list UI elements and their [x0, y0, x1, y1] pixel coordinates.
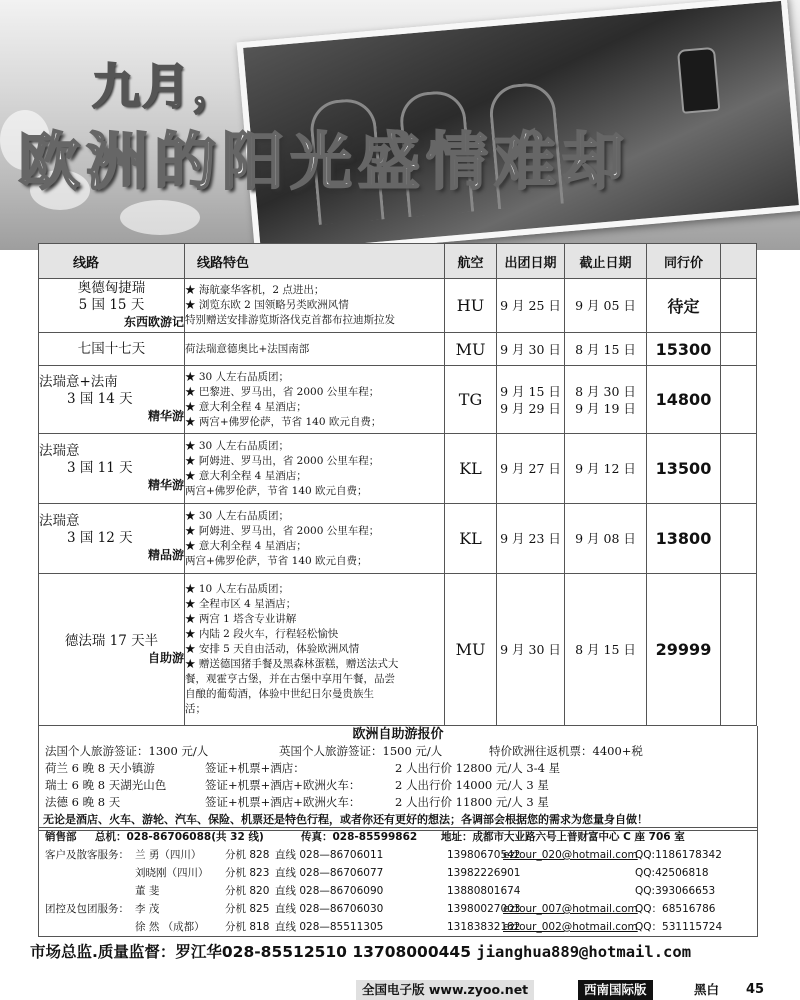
qq-number: QQ:42506818	[635, 867, 709, 879]
blank-cell	[721, 434, 757, 504]
depart-date: 9 月 27 日	[497, 434, 565, 504]
feature-line: 两宫+佛罗伦萨，节省 140 欧元自费；	[185, 554, 368, 567]
route-features	[185, 574, 445, 726]
table-row	[39, 366, 757, 434]
route-line-3: 精华游	[147, 478, 184, 492]
blank-cell	[721, 366, 757, 434]
package-name: 荷兰 6 晚 8 天小镇游	[45, 761, 155, 775]
package-content: 签证+机票+酒店：	[205, 761, 305, 775]
depart-date: 9 月 29 日	[500, 400, 561, 416]
airline-code: KL	[445, 434, 497, 504]
extension: 分机 818	[225, 921, 270, 933]
direct-line: 直线 028—86706030	[275, 903, 384, 915]
depart-date: 9 月 30 日	[497, 333, 565, 366]
service-group: 团控及包团服务：	[45, 903, 129, 915]
headline-main: 欧洲的阳光盛情难却	[18, 125, 631, 198]
main-phone: 总机：028-86706088(共 32 线)	[95, 831, 264, 843]
table-header-row	[39, 244, 757, 279]
contact-name: 兰 勇（四川）	[135, 849, 202, 861]
contact-email[interactable]: eztour_007@hotmail.com	[503, 903, 638, 915]
price: 29999	[647, 574, 721, 726]
direct-line: 直线 028—85511305	[275, 921, 384, 933]
route-line-1: 法瑞意	[39, 513, 80, 529]
direct-line: 直线 028—86706077	[275, 867, 384, 879]
qq-number: QQ:1186178342	[635, 849, 722, 861]
package-row	[39, 794, 757, 811]
route-line-3: 自助游	[147, 650, 184, 665]
airline-code: KL	[445, 504, 497, 574]
route-name	[39, 333, 185, 366]
package-price: 2 人出行价 11800 元/人 3 星	[395, 795, 549, 809]
feature-line: 活；	[185, 703, 206, 715]
table-row	[39, 574, 757, 726]
header-features: 线路特色	[185, 244, 445, 279]
header-blank	[721, 244, 757, 279]
route-name	[39, 366, 185, 434]
route-name	[39, 279, 185, 333]
qq-number: QQ:393066653	[635, 885, 716, 897]
package-name: 法德 6 晚 8 天	[45, 795, 121, 809]
feature-line: ★ 意大利全程 4 星酒店；	[185, 469, 307, 482]
route-line-2: 3 国 11 天	[67, 460, 133, 476]
feature-line: ★ 阿姆进、罗马出，省 2000 公里车程；	[185, 524, 380, 537]
direct-line: 直线 028—86706011	[275, 849, 384, 861]
feature-line: ★ 阿姆进、罗马出，省 2000 公里车程；	[185, 454, 380, 467]
route-name	[39, 434, 185, 504]
contact-row	[39, 882, 757, 900]
sales-label: 销售部	[45, 831, 77, 843]
contact-row	[39, 846, 757, 864]
route-line-1: 法瑞意	[39, 443, 80, 459]
package-content: 签证+机票+酒店+欧洲火车：	[205, 778, 361, 792]
table-row	[39, 434, 757, 504]
direct-line: 直线 028—86706090	[275, 885, 384, 897]
extension: 分机 823	[225, 867, 270, 879]
page-footer	[356, 980, 800, 1000]
feature-line: ★ 海航豪华客机，2 点进出；	[185, 284, 325, 296]
extension: 分机 820	[225, 885, 270, 897]
mobile-number: 13982226901	[447, 867, 521, 879]
blank-cell	[721, 574, 757, 726]
route-line-2: 5 国 15 天	[78, 297, 145, 313]
price: 15300	[647, 333, 721, 366]
feature-line: ★ 30 人左右品质团；	[185, 439, 290, 452]
mobile-number: 13183832182	[447, 921, 521, 933]
airline-code: TG	[445, 366, 497, 434]
route-features	[185, 366, 445, 434]
fax-number: 传真：028-85599862	[301, 831, 418, 843]
contact-row	[39, 864, 757, 882]
contact-row	[39, 900, 757, 918]
supervisor-label: 市场总监.质量监督：罗江华028-85512510 13708000445	[30, 943, 477, 961]
hero-banner	[0, 0, 800, 250]
quality-supervisor-line	[30, 940, 691, 962]
route-features	[185, 333, 445, 366]
contact-directory	[38, 827, 758, 937]
route-name	[39, 574, 185, 726]
contact-name: 刘晓刚（四川）	[135, 867, 209, 879]
route-line-3: 精品游	[147, 548, 184, 562]
supervisor-email[interactable]: jianghua889@hotmail.com	[476, 943, 692, 961]
page-number: 45	[746, 982, 765, 997]
contact-name: 李 茂	[135, 903, 160, 915]
deadline-date: 8 月 15 日	[565, 333, 647, 366]
mobile-number: 13980027003	[447, 903, 521, 915]
feature-line: ★ 两宫 1 塔含专业讲解	[185, 613, 297, 625]
deadline-date: 8 月 30 日	[575, 383, 636, 399]
route-line-3: 精华游	[147, 409, 184, 423]
header-route: 线路	[39, 244, 185, 279]
feature-line: ★ 意大利全程 4 星酒店；	[185, 400, 307, 413]
depart-date: 9 月 15 日	[500, 383, 561, 399]
price: 13800	[647, 504, 721, 574]
depart-dates	[497, 366, 565, 434]
price: 待定	[647, 279, 721, 333]
visa-uk: 英国个人旅游签证：1500 元/人	[279, 744, 443, 758]
footer-site[interactable]: 全国电子版 www.zyoo.net	[356, 980, 534, 1000]
feature-line: 餐，观霍亨古堡，并在古堡中享用午餐，品尝	[185, 673, 395, 685]
header-deadline: 截止日期	[565, 244, 647, 279]
footer-edition: 西南国际版	[578, 980, 653, 1000]
extension: 分机 828	[225, 849, 270, 861]
visa-france: 法国个人旅游签证：1300 元/人	[45, 744, 209, 758]
office-address: 地址：成都市大业路六号上普财富中心 C 座 706 室	[441, 831, 685, 843]
feature-line: 荷法瑞意德奥比+法国南部	[185, 342, 310, 355]
deadline-dates	[565, 366, 647, 434]
self-tour-heading: 欧洲自助游报价	[352, 727, 444, 742]
depart-date: 9 月 23 日	[497, 504, 565, 574]
feature-line: ★ 浏览东欧 2 国领略另类欧洲风情	[185, 299, 349, 311]
feature-line: ★ 内陆 2 段火车，行程轻松愉快	[185, 628, 339, 640]
feature-line: 特别赠送安排游览斯洛伐克首都布拉迪斯拉发	[185, 314, 395, 326]
contact-name: 董 斐	[135, 885, 160, 897]
ticket-price: 特价欧洲往返机票：4400+税	[489, 744, 643, 758]
contact-email[interactable]: eztour_002@hotmail.com	[503, 921, 638, 933]
price: 13500	[647, 434, 721, 504]
route-price-table	[38, 243, 757, 726]
depart-date: 9 月 25 日	[497, 279, 565, 333]
route-line-1: 七国十七天	[77, 340, 146, 357]
route-features	[185, 279, 445, 333]
table-row	[39, 279, 757, 333]
feature-line: 自酿的葡萄酒，体验中世纪日尔曼贵族生	[185, 688, 374, 700]
extension: 分机 825	[225, 903, 270, 915]
header-depart-date: 出团日期	[497, 244, 565, 279]
route-features	[185, 434, 445, 504]
visa-ticket-row	[39, 743, 757, 760]
footer-color-mode: 黑白	[694, 982, 720, 997]
service-group: 客户及散客服务：	[45, 849, 129, 861]
feature-line: ★ 全程市区 4 星酒店；	[185, 598, 297, 610]
package-content: 签证+机票+酒店+欧洲火车：	[205, 795, 361, 809]
header-airline: 航空	[445, 244, 497, 279]
deadline-date: 9 月 19 日	[575, 400, 636, 416]
blank-cell	[721, 333, 757, 366]
blank-cell	[721, 504, 757, 574]
feature-line: ★ 赠送德国猪手餐及黑森林蛋糕，赠送法式大	[185, 658, 399, 670]
custom-service-note: 无论是酒店、火车、游轮、汽车、保险、机票还是特色行程，或者你还有更好的想法；各调部会根据您的需求为您量身自做！	[43, 813, 648, 826]
sales-dept-row	[39, 828, 757, 846]
airline-code: MU	[445, 333, 497, 366]
contact-name: 徐 然 （成都）	[135, 921, 205, 933]
package-row	[39, 760, 757, 777]
qq-number: QQ：68516786	[635, 903, 716, 915]
depart-date: 9 月 30 日	[497, 574, 565, 726]
package-name: 瑞士 6 晚 8 天湖光山色	[45, 778, 167, 792]
package-row	[39, 777, 757, 794]
feature-line: ★ 30 人左右品质团；	[185, 370, 290, 383]
airline-code: HU	[445, 279, 497, 333]
feature-line: ★ 10 人左右品质团；	[185, 583, 290, 595]
deadline-date: 9 月 05 日	[565, 279, 647, 333]
route-line-2: 3 国 12 天	[67, 530, 133, 546]
mobile-number: 13880801674	[447, 885, 521, 897]
feature-line: ★ 安排 5 天自由活动，体验欧洲风情	[185, 643, 360, 655]
route-features	[185, 504, 445, 574]
deadline-date: 9 月 12 日	[565, 434, 647, 504]
package-price: 2 人出行价 14000 元/人 3 星	[395, 778, 549, 792]
blossom-decoration	[120, 200, 200, 235]
route-line-2: 3 国 14 天	[67, 391, 133, 407]
header-price: 同行价	[647, 244, 721, 279]
route-line-1: 法瑞意+法南	[39, 374, 118, 390]
feature-line: ★ 意大利全程 4 星酒店；	[185, 539, 307, 552]
feature-line: ★ 巴黎进、罗马出，省 2000 公里车程；	[185, 385, 380, 398]
contact-email[interactable]: eztour_020@hotmail.com	[503, 849, 638, 861]
table-row	[39, 333, 757, 366]
street-lamp-icon	[677, 47, 720, 114]
route-line-1: 德法瑞 17 天半	[64, 632, 159, 649]
mobile-number: 13980670542	[447, 849, 521, 861]
feature-line: ★ 30 人左右品质团；	[185, 509, 290, 522]
deadline-date: 8 月 15 日	[565, 574, 647, 726]
deadline-date: 9 月 08 日	[565, 504, 647, 574]
feature-line: ★ 两宫+佛罗伦萨，节省 140 欧元自费；	[185, 415, 382, 428]
price: 14800	[647, 366, 721, 434]
qq-number: QQ：531115724	[635, 921, 723, 933]
route-name	[39, 504, 185, 574]
feature-line: 两宫+佛罗伦萨，节省 140 欧元自费；	[185, 484, 368, 497]
package-price: 2 人出行价 12800 元/人 3-4 星	[395, 761, 561, 775]
route-line-3: 东西欧游记	[123, 315, 184, 329]
route-line-1: 奥德匈捷瑞	[77, 280, 146, 296]
self-tour-price-section	[38, 726, 758, 831]
headline-month: 九月，	[92, 59, 243, 115]
airline-code: MU	[445, 574, 497, 726]
contact-row	[39, 918, 757, 936]
table-row	[39, 504, 757, 574]
blank-cell	[721, 279, 757, 333]
